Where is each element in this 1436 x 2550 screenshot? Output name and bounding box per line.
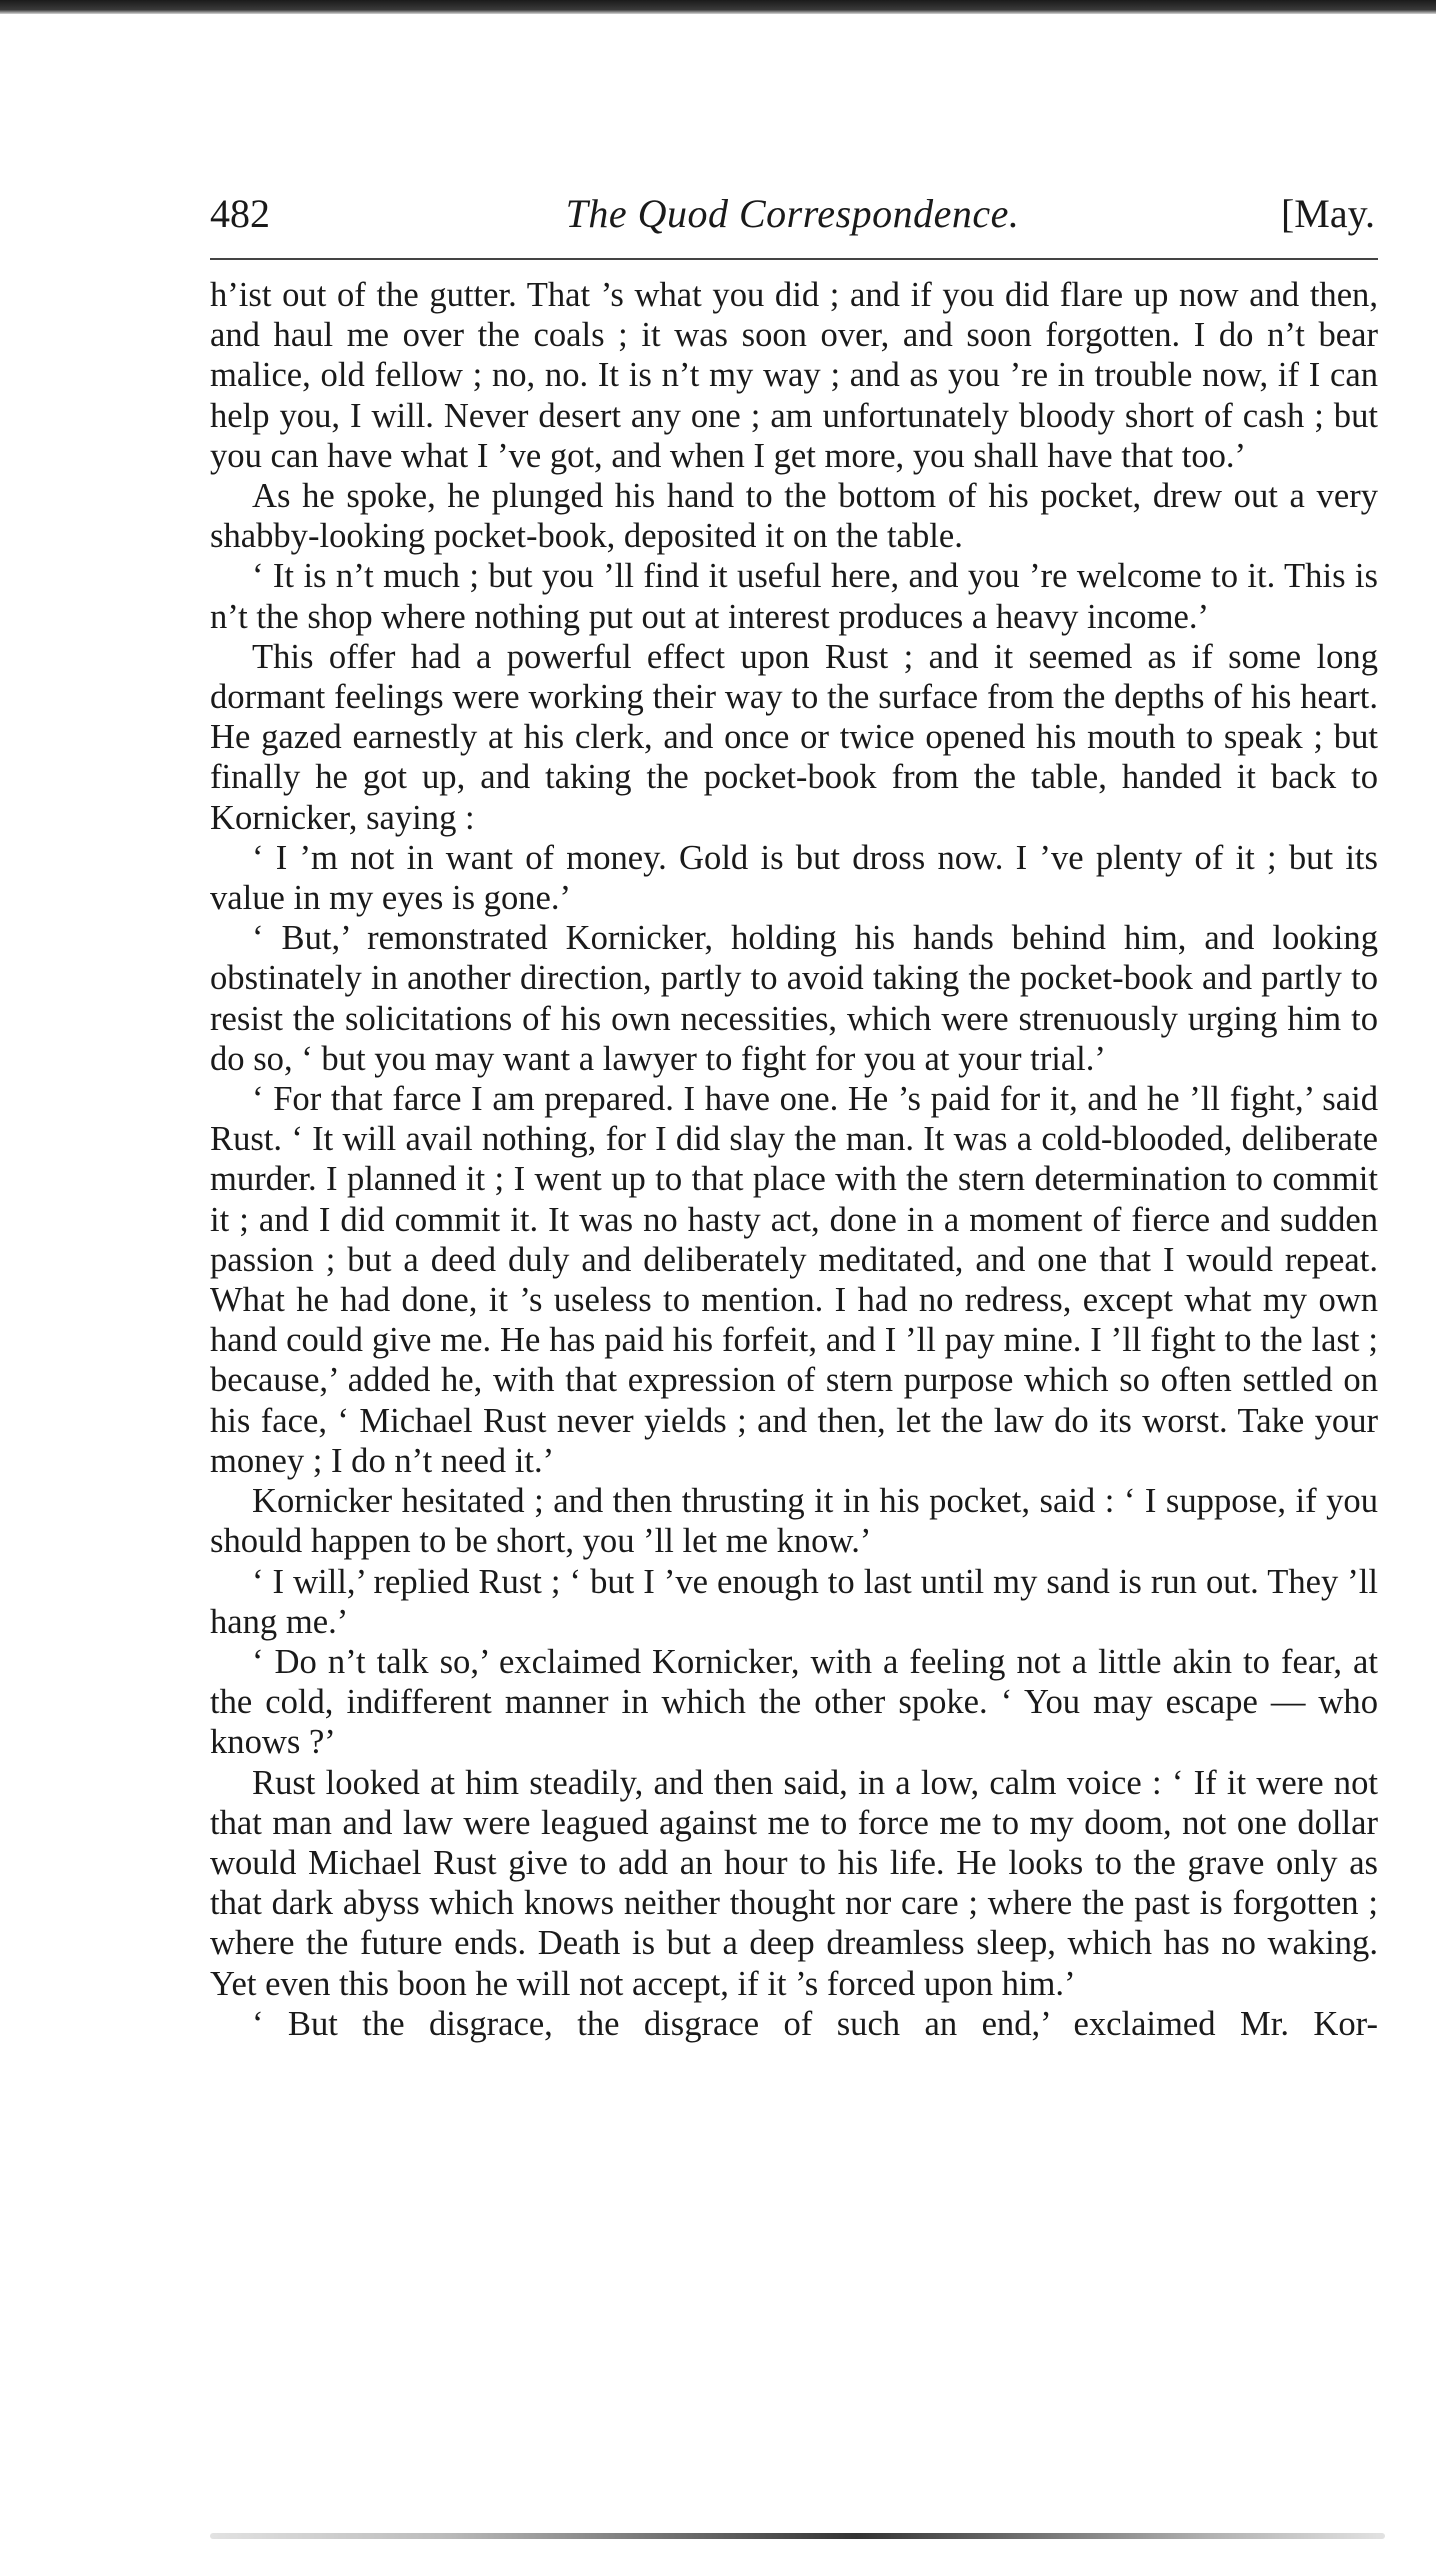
top-border-rule — [0, 0, 1436, 14]
running-title: The Quod Correspondence. — [565, 191, 1020, 236]
paragraph: Rust looked at him steadily, and then said, in a low, calm voice : ‘ If it were not that man and law were leagued against me to force me to my doom, not one dollar would Michael Rust give to add an hour to his life. He looks to the grave only as that dark abyss which knows neither thought nor care ; where the past is forgotten ; where the future ends. Death is but a deep dreamless sleep, which has no waking. Yet even this boon he will not accept, if it ’s forced upon him.’ — [210, 1763, 1378, 2003]
paragraph: ‘ Do n’t talk so,’ exclaimed Kornicker, with a feeling not a little akin to fear, at the cold, indifferent manner in which the other spoke. ‘ You may escape — who knows ?’ — [210, 1642, 1378, 1762]
header-rule — [210, 258, 1378, 260]
paragraph: ‘ But,’ remonstrated Kornicker, holding his hands behind him, and looking obstinately in another direction, partly to avoid taking the pocket-book and partly to resist the solicitations of his own necessities, which were strenuously urging him to do so, ‘ but you may want a lawyer to fight for you at your trial.’ — [210, 919, 1378, 1078]
paragraph: ‘ I will,’ replied Rust ; ‘ but I ’ve enough to last until my sand is run out. They ’ll hang me.’ — [210, 1562, 1378, 1641]
paragraph: This offer had a powerful effect upon Rust ; and it seemed as if some long dormant feelings were working their way to the surface from the depths of his heart. He gazed earnestly at his clerk, and once or twice opened his mouth to speak ; but finally he got up, and taking the pocket-book from the table, handed it back to Kornicker, saying : — [210, 637, 1378, 837]
bottom-ornament-rule — [210, 2533, 1385, 2539]
page-header — [210, 190, 1375, 250]
paragraph: h’ist out of the gutter. That ’s what you did ; and if you did flare up now and then, and haul me over the coals ; it was soon over, and soon forgotten. I do n’t bear malice, old fellow ; no, no. It is n’t my way ; and as you ’re in trouble now, if I can help you, I will. Never desert any one ; am unfortunately bloody short of cash ; but you can have what I ’ve got, and when I get more, you shall have that too.’ — [210, 276, 1378, 475]
body-text — [210, 275, 1378, 2044]
page-number: 482 — [210, 191, 270, 236]
paragraph: ‘ For that farce I am prepared. I have one. He ’s paid for it, and he ’ll fight,’ said Rust. ‘ It will avail nothing, for I did slay the man. It was a cold-blooded, deliberate murder. I planned it ; I went up to that place with the stern determination to commit it ; and I did commit it. It was no hasty act, done in a moment of fierce and sudden passion ; but a deed duly and deliberately meditated, and one that I would repeat. What he had done, it ’s useless to mention. I had no redress, except what my own hand could give me. He has paid his forfeit, and I ’ll pay mine. I ’ll fight to the last ; because,’ added he, with that expression of stern purpose which so often settled on his face, ‘ Michael Rust never yields ; and then, let the law do its worst. Take your money ; I do n’t need it.’ — [210, 1080, 1378, 1480]
paragraph: ‘ But the disgrace, the disgrace of such an end,’ exclaimed Mr. Kor- — [252, 2004, 1378, 2043]
paragraph: ‘ It is n’t much ; but you ’ll find it useful here, and you ’re welcome to it. This is n’t the shop where nothing put out at interest produces a heavy income.’ — [210, 557, 1378, 636]
paragraph: As he spoke, he plunged his hand to the bottom of his pocket, drew out a very shabby-looking pocket-book, deposited it on the table. — [210, 477, 1378, 556]
paragraph: Kornicker hesitated ; and then thrusting it in his pocket, said : ‘ I suppose, if you should happen to be short, you ’ll let me know.’ — [210, 1482, 1378, 1561]
month-label: [May. — [1280, 191, 1375, 236]
paragraph: ‘ I ’m not in want of money. Gold is but dross now. I ’ve plenty of it ; but its value in my eyes is gone.’ — [210, 838, 1378, 918]
